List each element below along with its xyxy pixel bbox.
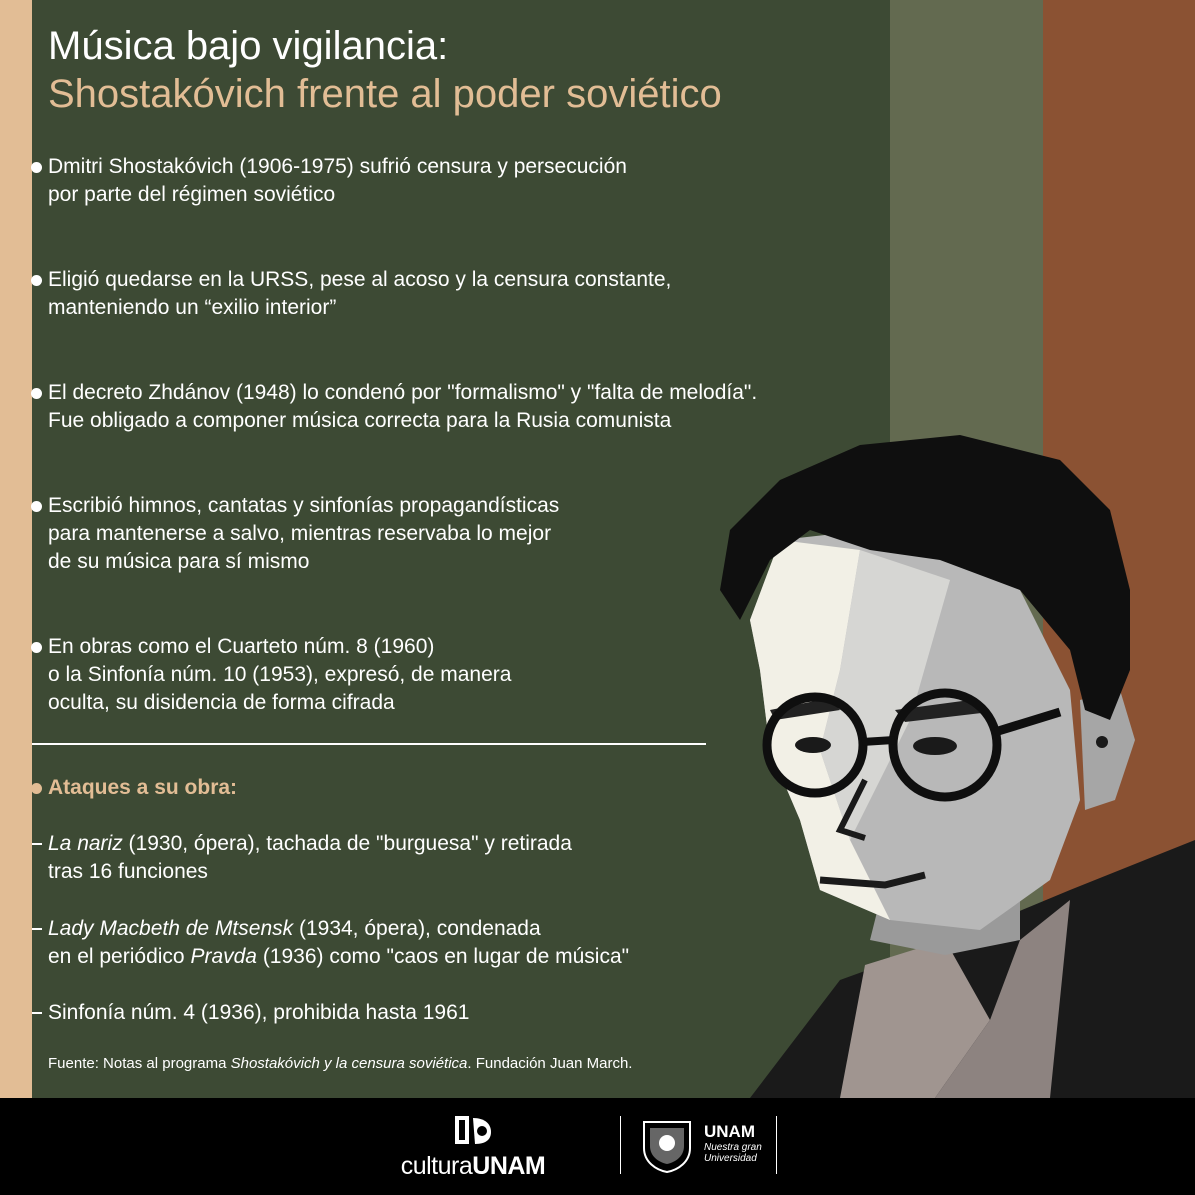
page-title xyxy=(48,22,722,118)
section-divider xyxy=(32,743,706,745)
bullet-dot-icon xyxy=(31,388,42,399)
bullet-item: Eligió quedarse en la URSS, pese al acoso y la censura constante, manteniendo un “exilio interior” xyxy=(48,266,671,322)
footer-bar xyxy=(0,1098,1195,1195)
attack-item: Lady Macbeth de Mtsensk (1934, ópera), condenada en el periódico Pravda (1936) como "caos en lugar de música" xyxy=(48,915,629,971)
dash-icon xyxy=(32,1012,42,1014)
bullet-dot-icon xyxy=(31,162,42,173)
title-main: Música bajo vigilancia: xyxy=(48,24,449,68)
attack-item: La nariz (1930, ópera), tachada de "burguesa" y retirada tras 16 funciones xyxy=(48,830,572,886)
bullet-item: En obras como el Cuarteto núm. 8 (1960) o la Sinfonía núm. 10 (1953), expresó, de manera oculta, su disidencia de forma cifrada xyxy=(48,633,511,717)
unam-wordmark: UNAM xyxy=(704,1122,755,1141)
dash-icon xyxy=(32,928,42,930)
newspaper-title: Pravda xyxy=(190,945,257,968)
left-beige-stripe xyxy=(0,0,32,1098)
attacks-heading: Ataques a su obra: xyxy=(48,774,237,802)
cultura-unam-emblem-icon xyxy=(451,1112,495,1148)
footer-separator xyxy=(620,1116,621,1174)
cultura-unam-wordmark: culturaUNAM xyxy=(400,1152,546,1180)
bullet-dot-icon xyxy=(31,783,42,794)
bullet-item: El decreto Zhdánov (1948) lo condenó por "formalismo" y "falta de melodía". Fue obligado a componer música correcta para la Rusia comunista xyxy=(48,379,757,435)
work-title: La nariz xyxy=(48,832,123,855)
source-citation: Fuente: Notas al programa Shostakóvich y la censura soviética. Fundación Juan March. xyxy=(48,1055,633,1072)
dash-icon xyxy=(32,843,42,845)
work-title: Lady Macbeth de Mtsensk xyxy=(48,917,294,940)
bullet-item: Dmitri Shostakóvich (1906-1975) sufrió censura y persecución por parte del régimen soviético xyxy=(48,153,627,209)
bullet-dot-icon xyxy=(31,501,42,512)
bullet-dot-icon xyxy=(31,275,42,286)
cultura-unam-logo xyxy=(388,1112,558,1182)
footer-separator xyxy=(776,1116,777,1174)
shostakovich-portrait-illustration xyxy=(690,420,1195,1098)
unam-tagline: Nuestra gran Universidad xyxy=(704,1142,762,1164)
title-subtitle: Shostakóvich frente al poder soviético xyxy=(48,72,722,116)
unam-seal-icon xyxy=(636,1116,698,1174)
attack-item: Sinfonía núm. 4 (1936), prohibida hasta 1961 xyxy=(48,999,469,1027)
bullet-dot-icon xyxy=(31,642,42,653)
bullet-item: Escribió himnos, cantatas y sinfonías propagandísticas para mantenerse a salvo, mientras reservaba lo mejor de su música para sí mismo xyxy=(48,492,559,576)
